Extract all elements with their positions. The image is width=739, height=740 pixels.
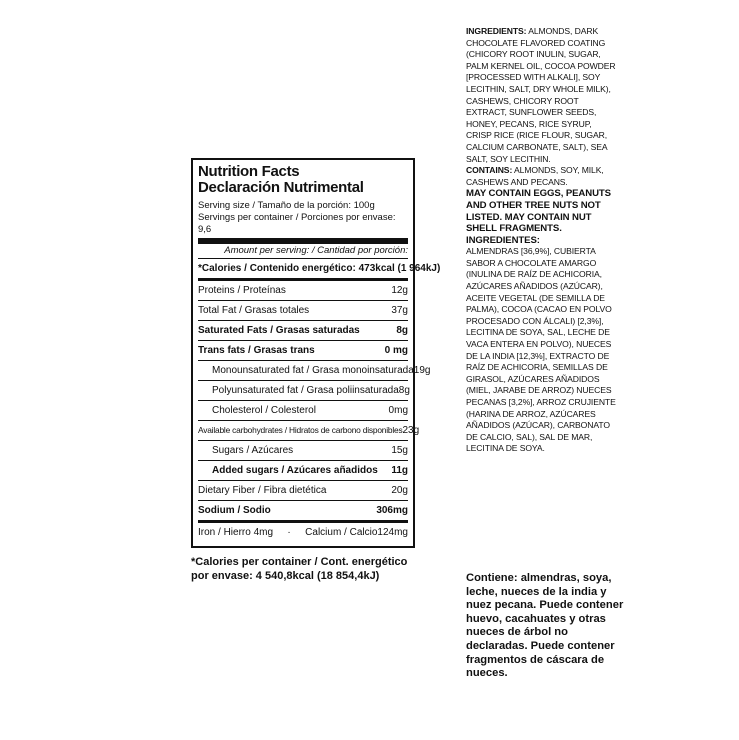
row-label: *Calories / Contenido energético: 473kcal (1 964kJ) (198, 263, 441, 274)
nutrition-title-es: Declaración Nutrimental (198, 179, 364, 196)
ingredients-es (466, 235, 616, 455)
ingredients-en (466, 26, 616, 165)
ingredients-column (466, 26, 616, 455)
row-label: Dietary Fiber / Fibra dietética (198, 485, 327, 496)
row-label: Polyunsaturated fat / Grasa poliinsaturada (212, 385, 399, 396)
row-sugars (198, 441, 408, 461)
row-value: 37g (391, 305, 408, 316)
row-value: 15g (391, 445, 408, 456)
row-value: Calcium / Calcio124mg (305, 527, 408, 538)
row-value: 20g (391, 485, 408, 496)
row-calories (198, 259, 441, 281)
ingredients-en-text: ALMONDS, DARK CHOCOLATE FLAVORED COATING (CHICORY ROOT INULIN, SUGAR, PALM KERNEL OIL, COCOA POWDER [PROCESSED WITH ALKALI], SOY LECITHIN, SALT, DRY WHOLE MILK), CASHEWS, CHICORY ROOT EXTRACT, SUNFLOWER SEEDS, HONEY, PECANS, RICE SYRUP, CRISP RICE (RICE FLOUR, SUGAR, CALCIUM CARBONATE, SALT), SEA SALT, SOY LECITHIN. (466, 26, 616, 164)
contains-en-heading: CONTAINS: (466, 165, 513, 176)
allergen-warning-en: MAY CONTAIN EGGS, PEANUTS AND OTHER TREE NUTS NOT LISTED. MAY CONTAIN NUT SHELL FRAGMENTS. (466, 188, 611, 235)
ingredients-es-heading: INGREDIENTES: (466, 234, 540, 246)
row-saturated-fats (198, 321, 408, 341)
nutrition-title-en: Nutrition Facts (198, 163, 300, 180)
row-value: 23g (402, 425, 420, 436)
ingredients-en-heading: INGREDIENTS: (466, 26, 527, 36)
contains-en-text: ALMONDS, SOY, MILK, CASHEWS AND PECANS. (466, 165, 604, 187)
row-value: 0mg (388, 405, 408, 416)
row-cholesterol (198, 401, 408, 421)
row-label: Available carbohydrates / Hidratos de carbono disponibles (198, 425, 403, 435)
serving-size: Serving size / Tamaño de la porción: 100g (198, 200, 375, 211)
row-iron-calcium (198, 523, 408, 542)
serving-info (198, 200, 408, 244)
row-label: Sugars / Azúcares (212, 445, 294, 456)
row-label: Proteins / Proteínas (198, 285, 286, 296)
calories-per-container-note: *Calories per container / Cont. energético por envase: 4 540,8kcal (18 854,4kJ) (191, 556, 408, 582)
servings-per-container: Servings per container / Porciones por envase: 9,6 (198, 212, 396, 235)
row-proteins (198, 281, 408, 301)
row-value: 11g (391, 465, 408, 476)
row-value: 306mg (376, 505, 408, 516)
row-dietary-fiber (198, 481, 408, 501)
row-trans-fats (198, 341, 408, 361)
contiene-block: Contiene: almendras, soya, leche, nueces de la india y nuez pecana. Puede contener huevo, cacahuates y otras nueces de árbol no declaradas. Puede contener fragmentos de cáscara de nueces. (466, 572, 624, 680)
row-monounsaturated (198, 361, 431, 381)
amount-per-serving: Amount per serving: / Cantidad por porción: (198, 244, 408, 259)
row-value: 12g (391, 285, 408, 296)
row-value: 0 mg (384, 345, 408, 356)
row-sodium (198, 501, 408, 523)
row-label: Iron / Hierro 4mg (198, 527, 274, 538)
row-label: Added sugars / Azúcares añadidos (212, 465, 378, 476)
row-label: Monounsaturated fat / Grasa monoinsaturada (212, 365, 414, 376)
row-added-sugars (198, 461, 408, 481)
nutrition-facts-panel (191, 158, 441, 548)
row-polyunsaturated (198, 381, 408, 401)
row-label: Sodium / Sodio (198, 505, 271, 516)
contains-en (466, 165, 616, 188)
row-separator: · (287, 527, 291, 538)
ingredients-es-text: ALMENDRAS [36,9%], CUBIERTA SABOR A CHOCOLATE AMARGO (INULINA DE RAÍZ DE ACHICORIA, AZÚCARES AÑADIDOS (AZÚCAR), ACEITE VEGETAL (DE SEMILLA DE PALMA), COCOA (CACAO EN POLVO PROCESADO CON ÁLCALI) [2,3%], LECITINA DE SOYA, SAL, LECHE DE VACA ENTERA EN POLVO), NUECES DE LA INDIA [12,3%], EXTRACTO DE RAÍZ DE ACHICORIA, SEMILLAS DE GIRASOL, AZÚCARES AÑADIDOS (MIEL, JARABE DE ARROZ) NUECES PECANAS [3,2%], ARROZ CRUJIENTE (HARINA DE ARROZ, AZÚCARES AÑADIDOS (AZÚCAR), CARBONATO DE CALCIO, SAL), SAL DE MAR, LECITINA DE SOYA. (466, 246, 616, 454)
row-value: 8g (398, 385, 410, 396)
row-label: Trans fats / Grasas trans (198, 345, 315, 356)
row-label: Saturated Fats / Grasas saturadas (198, 325, 360, 336)
row-carbohydrates (198, 421, 420, 441)
row-label: Cholesterol / Colesterol (212, 405, 316, 416)
row-total-fat (198, 301, 408, 321)
row-value: 8g (396, 325, 408, 336)
row-label: Total Fat / Grasas totales (198, 305, 310, 316)
row-value: 19g (413, 365, 431, 376)
